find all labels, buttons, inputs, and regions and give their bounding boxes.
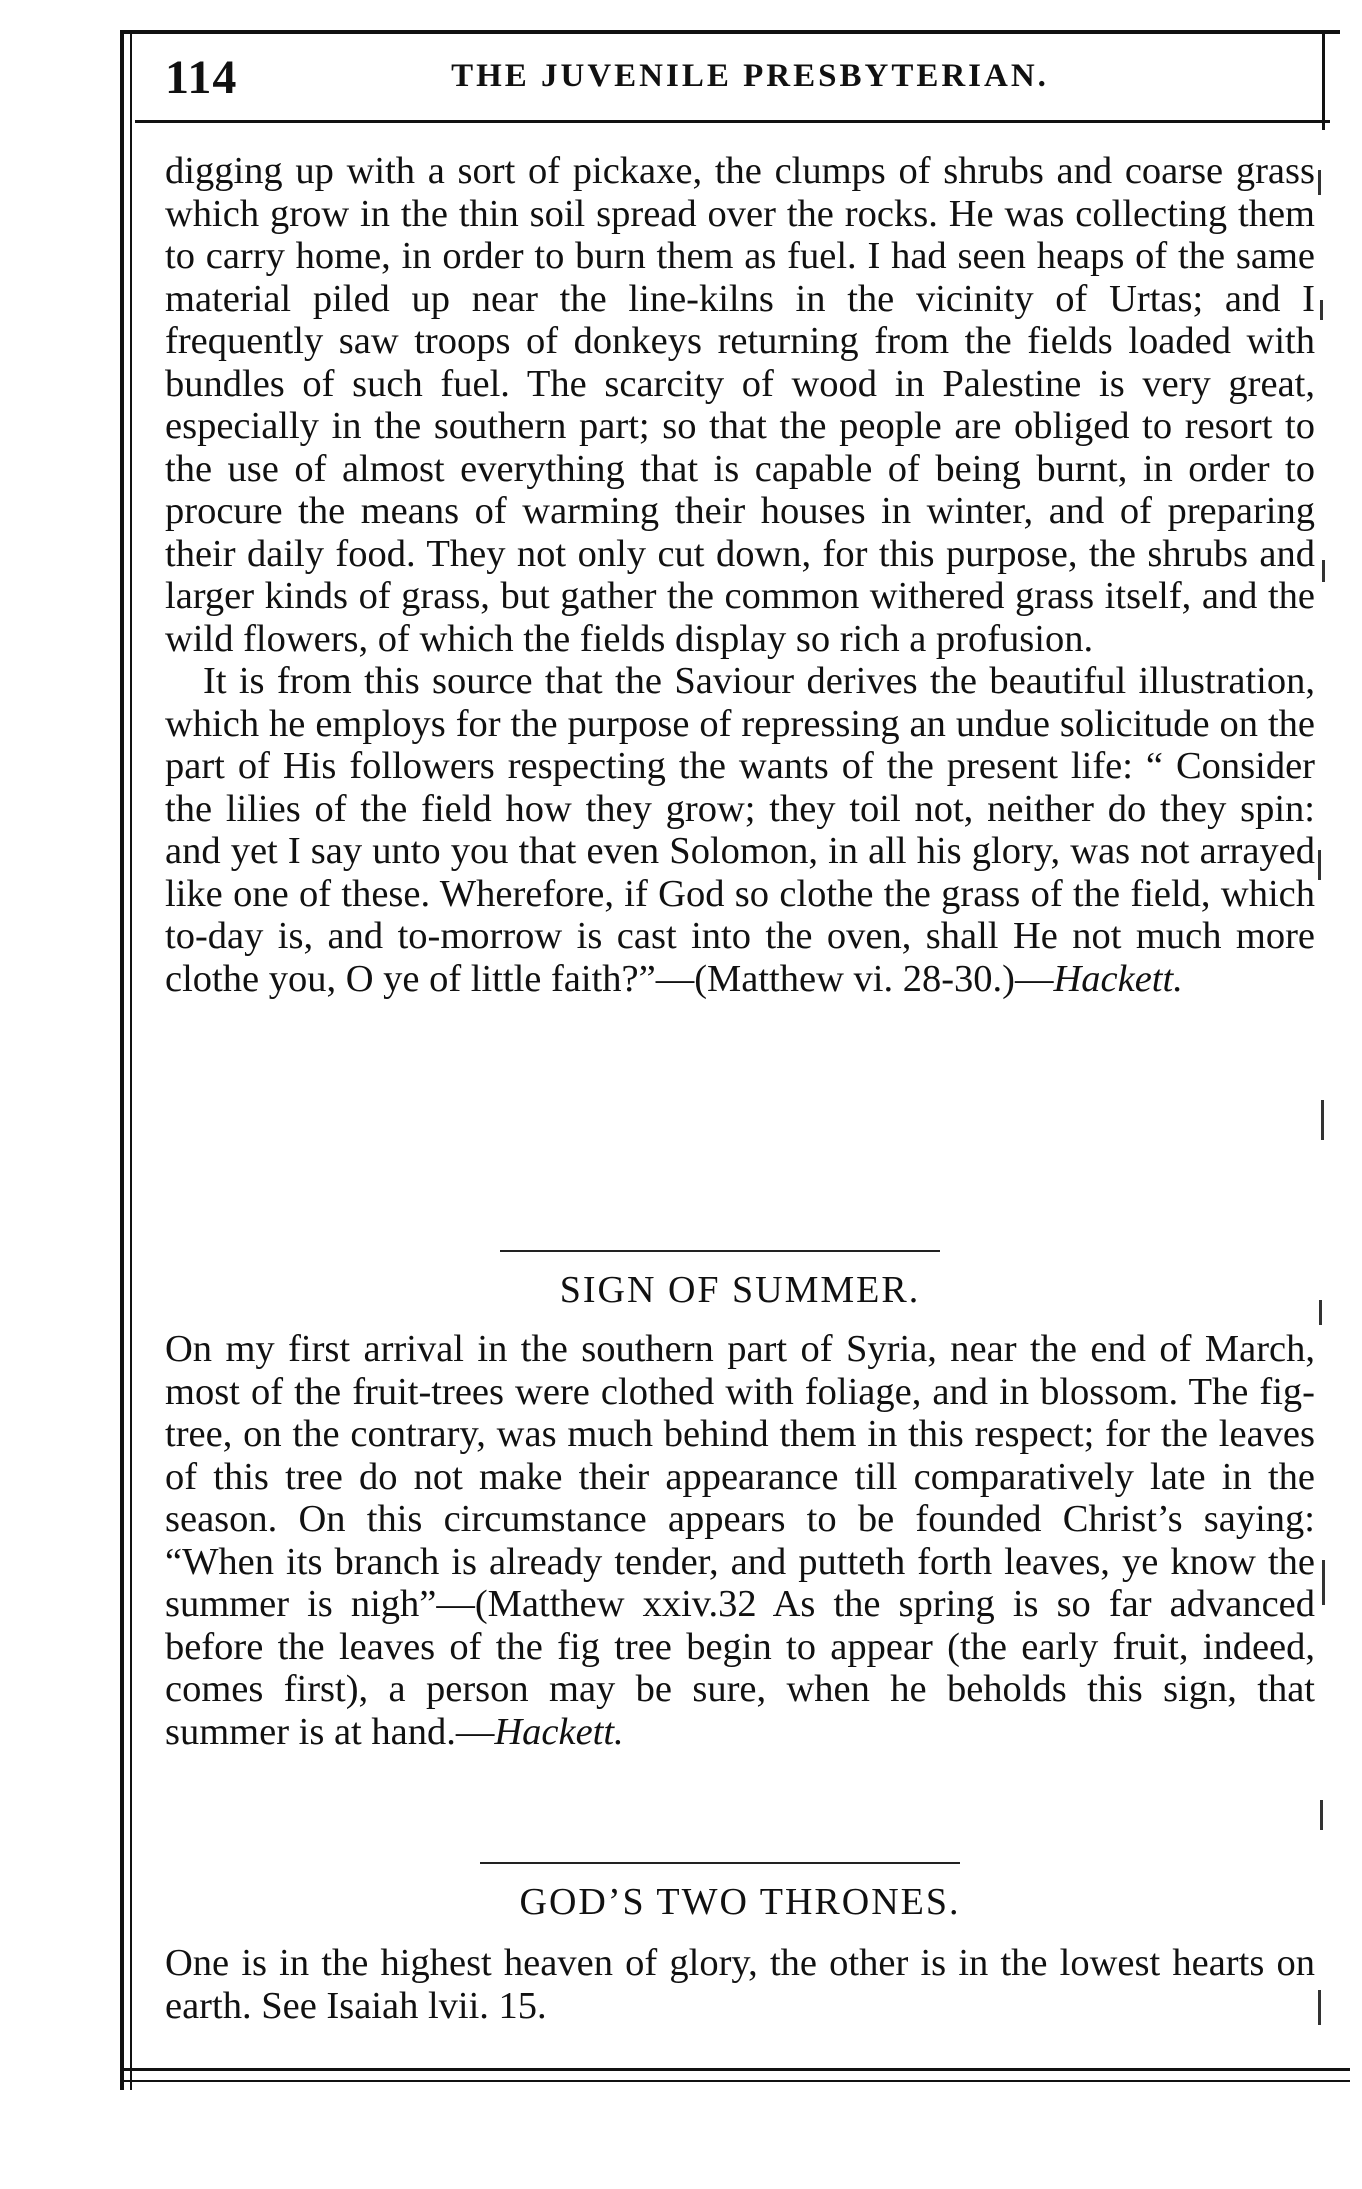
article-gods-two-thrones (165, 1942, 1315, 2027)
paragraph-lilies (165, 660, 1315, 1000)
page-border-top (120, 30, 1340, 34)
signature-hackett-1: Hackett. (1053, 957, 1183, 1000)
running-title: THE JUVENILE PRESBYTERIAN. (451, 58, 1049, 94)
margin-mark (1321, 1100, 1324, 1140)
paragraph-fig-tree (165, 1328, 1315, 1753)
margin-mark (1322, 1560, 1325, 1605)
margin-mark (1318, 850, 1321, 880)
margin-mark (1318, 1990, 1321, 2025)
page-border-bottom (120, 2068, 1350, 2071)
article-sign-of-summer (165, 1328, 1315, 1753)
paragraph-thrones: One is in the highest heaven of glory, the other is in the lowest hearts on earth. See Isaiah lvii. 15. (165, 1942, 1315, 2027)
page-border-bottom-2 (120, 2080, 1350, 2082)
margin-mark (1320, 1800, 1323, 1830)
section-title-gods-two-thrones: GOD’S TWO THRONES. (519, 1881, 961, 1923)
page-border-left-inner (130, 30, 132, 2090)
article-lilies (165, 150, 1315, 1000)
page-number: 114 (165, 51, 238, 104)
paragraph-fuel: digging up with a sort of pickaxe, the clumps of shrubs and coarse grass which grow in the thin soil spread over the rocks. He was collecting them to carry home, in order to burn them as fuel. I had seen heaps of the same material piled up near the line-kilns in the vicinity of Urtas; and I frequently saw troops of donkeys returning from the fields loaded with bundles of such fuel. The scarcity of wood in Palestine is very great, especially in the southern part; so that the people are obliged to resort to the use of almost everything that is capable of being burnt, in order to procure the means of warming their houses in winter, and of preparing their daily food. They not only cut down, for this purpose, the shrubs and larger kinds of grass, but gather the common withered grass itself, and the wild flowers, of which the fields display so rich a profusion. (165, 150, 1315, 660)
section-title-sign-of-summer: SIGN OF SUMMER. (559, 1269, 921, 1311)
margin-mark (1318, 170, 1321, 195)
margin-mark (1322, 560, 1325, 582)
page-header (165, 50, 1295, 120)
margin-mark (1320, 300, 1323, 320)
margin-mark (1319, 1300, 1322, 1325)
section-divider-1 (500, 1250, 940, 1252)
section-divider-2 (480, 1862, 960, 1864)
paragraph-lilies-text: It is from this source that the Saviour derives the beautiful illustration, which he employs for the purpose of repressing an undue solicitude on the part of His followers respecting the wants of the present life: “ Consider the lilies of the field how they grow; they toil not, neither do they spin: and yet I say unto you that even Solomon, in all his glory, was not arrayed like one of these. Wherefore, if God so clothe the grass of the field, which to-day is, and to-morrow is cast into the oven, shall He not much more clothe you, O ye of little faith?”—(Matthew vi. 28-30.)— (165, 660, 1315, 1000)
page-border-left (120, 30, 124, 2090)
paragraph-fig-tree-text: On my first arrival in the southern part of Syria, near the end of March, most of the fruit-trees were clothed with foliage, and in blossom. The fig-tree, on the contrary, was much behind them in this respect; for the leaves of this tree do not make their appearance till comparatively late in the season. On this circumstance appears to be founded Christ’s saying: “When its branch is already tender, and putteth forth leaves, ye know the summer is nigh”—(Matthew xxiv.32 As the spring is so far advanced before the leaves of the fig tree begin to appear (the early fruit, indeed, comes first), a person may be sure, when he beholds this sign, that summer is at hand.— (165, 1328, 1315, 1753)
page-border-right (1322, 30, 1325, 130)
header-underline (135, 120, 1330, 123)
signature-hackett-2: Hackett. (494, 1710, 624, 1753)
